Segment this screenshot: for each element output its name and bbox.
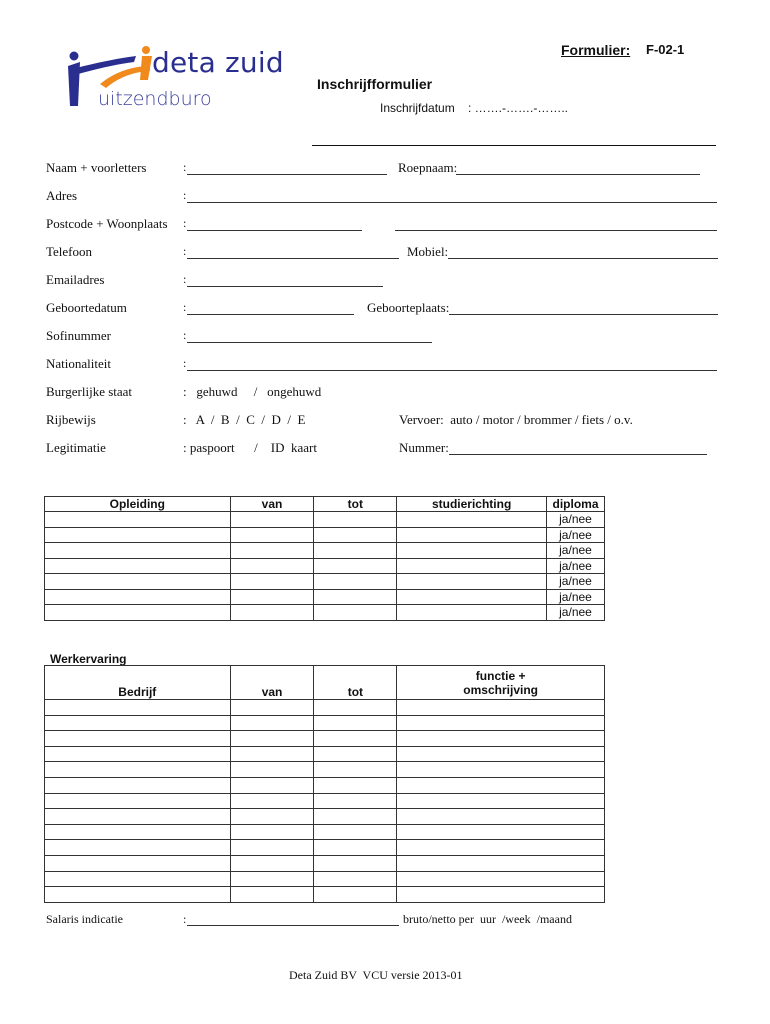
- werkervaring-cell[interactable]: [45, 746, 231, 762]
- logo-word-uitzendburo: uitzendburo: [98, 88, 212, 110]
- werkervaring-row: [45, 887, 605, 903]
- opleiding-cell[interactable]: [314, 605, 397, 621]
- werkervaring-cell[interactable]: [397, 793, 605, 809]
- werkervaring-cell[interactable]: [314, 700, 397, 716]
- opleiding-cell[interactable]: [314, 589, 397, 605]
- opleiding-cell[interactable]: [230, 605, 314, 621]
- werkervaring-cell[interactable]: [45, 871, 231, 887]
- opleiding-row: [45, 543, 605, 559]
- werkervaring-cell[interactable]: [397, 762, 605, 778]
- werkervaring-cell[interactable]: [397, 840, 605, 856]
- werkervaring-row: [45, 871, 605, 887]
- opleiding-cell[interactable]: [45, 512, 231, 528]
- werkervaring-cell[interactable]: [314, 762, 397, 778]
- werkervaring-cell[interactable]: [230, 824, 314, 840]
- werkervaring-cell[interactable]: [397, 715, 605, 731]
- opleiding-cell[interactable]: [397, 589, 547, 605]
- opleiding-table: [44, 496, 605, 621]
- werkervaring-cell[interactable]: [230, 855, 314, 871]
- opleiding-cell[interactable]: [314, 512, 397, 528]
- werkervaring-title: Werkervaring: [50, 652, 127, 666]
- email-colon: :: [183, 272, 187, 286]
- werkervaring-cell[interactable]: [314, 824, 397, 840]
- werkervaring-cell[interactable]: [397, 855, 605, 871]
- form-label: Formulier:: [561, 42, 631, 58]
- naam-colon: :: [183, 160, 187, 174]
- werkervaring-cell[interactable]: [230, 762, 314, 778]
- werkervaring-cell[interactable]: [314, 887, 397, 903]
- werkervaring-cell[interactable]: [45, 855, 231, 871]
- werkervaring-row: [45, 715, 605, 731]
- opleiding-header: Opleiding: [45, 497, 231, 512]
- werkervaring-cell[interactable]: [314, 746, 397, 762]
- geboortedatum-colon: :: [183, 300, 187, 314]
- werkervaring-cell[interactable]: [230, 871, 314, 887]
- diploma-cell[interactable]: ja/nee: [547, 543, 605, 559]
- opleiding-row: [45, 558, 605, 574]
- werkervaring-cell[interactable]: [45, 777, 231, 793]
- salaris-colon: :: [183, 912, 187, 926]
- werkervaring-cell[interactable]: [45, 715, 231, 731]
- geboorteplaats-label: Geboorteplaats:: [367, 300, 450, 315]
- werkervaring-cell[interactable]: [314, 871, 397, 887]
- nationaliteit-label: Nationaliteit: [46, 356, 111, 371]
- opleiding-cell[interactable]: [45, 558, 231, 574]
- werkervaring-cell[interactable]: [314, 809, 397, 825]
- werkervaring-cell[interactable]: [314, 840, 397, 856]
- telefoon-input[interactable]: [187, 258, 399, 259]
- roepnaam-label: Roepnaam:: [398, 160, 458, 175]
- opleiding-cell[interactable]: [397, 543, 547, 559]
- werkervaring-cell[interactable]: [397, 777, 605, 793]
- mobiel-label: Mobiel:: [407, 244, 449, 259]
- werkervaring-cell[interactable]: [397, 700, 605, 716]
- roepnaam-input[interactable]: [456, 174, 700, 175]
- salaris-suffix[interactable]: bruto/netto per uur /week /maand: [403, 912, 572, 926]
- werkervaring-cell[interactable]: [45, 762, 231, 778]
- sofinummer-label: Sofinummer: [46, 328, 111, 343]
- opleiding-row: [45, 574, 605, 590]
- salaris-input[interactable]: [187, 925, 399, 926]
- werkervaring-cell[interactable]: [230, 731, 314, 747]
- opleiding-cell[interactable]: [45, 574, 231, 590]
- nationaliteit-colon: :: [183, 356, 187, 370]
- opleiding-cell[interactable]: [314, 527, 397, 543]
- werkervaring-cell[interactable]: [314, 715, 397, 731]
- telefoon-label: Telefoon: [46, 244, 93, 259]
- diploma-cell[interactable]: ja/nee: [547, 558, 605, 574]
- werkervaring-cell[interactable]: [45, 840, 231, 856]
- naam-input[interactable]: [187, 174, 387, 175]
- werkervaring-cell[interactable]: [230, 746, 314, 762]
- opleiding-cell[interactable]: [230, 574, 314, 590]
- opleiding-cell[interactable]: [397, 558, 547, 574]
- werkervaring-cell[interactable]: [45, 700, 231, 716]
- opleiding-cell[interactable]: [314, 543, 397, 559]
- werkervaring-cell[interactable]: [314, 793, 397, 809]
- sofinummer-input[interactable]: [187, 342, 432, 343]
- van-header: van: [230, 497, 314, 512]
- werkervaring-table: [44, 665, 605, 903]
- footer-text: Deta Zuid BV VCU versie 2013-01: [289, 968, 463, 982]
- werkervaring-row: [45, 700, 605, 716]
- opleiding-cell[interactable]: [397, 605, 547, 621]
- salaris-label: Salaris indicatie: [46, 912, 123, 926]
- mobiel-input[interactable]: [448, 258, 718, 259]
- adres-label: Adres: [46, 188, 78, 203]
- naam-label: Naam + voorletters: [46, 160, 147, 175]
- diploma-cell[interactable]: ja/nee: [547, 512, 605, 528]
- burgerlijke-staat-label: Burgerlijke staat: [46, 384, 133, 399]
- werkervaring-cell[interactable]: [45, 824, 231, 840]
- postcode-label: Postcode + Woonplaats: [46, 216, 168, 231]
- werkervaring-cell[interactable]: [230, 715, 314, 731]
- opleiding-header-row: [45, 497, 605, 512]
- werkervaring-cell[interactable]: [230, 700, 314, 716]
- opleiding-row: [45, 527, 605, 543]
- werkervaring-cell[interactable]: [230, 793, 314, 809]
- opleiding-cell[interactable]: [45, 527, 231, 543]
- werkervaring-row: [45, 809, 605, 825]
- werkervaring-row: [45, 731, 605, 747]
- werkervaring-row: [45, 777, 605, 793]
- diploma-cell[interactable]: ja/nee: [547, 527, 605, 543]
- werkervaring-cell[interactable]: [45, 809, 231, 825]
- opleiding-cell[interactable]: [397, 527, 547, 543]
- opleiding-cell[interactable]: [314, 558, 397, 574]
- geboortedatum-label: Geboortedatum: [46, 300, 127, 315]
- opleiding-cell[interactable]: [230, 589, 314, 605]
- werkervaring-cell[interactable]: [314, 777, 397, 793]
- opleiding-cell[interactable]: [230, 543, 314, 559]
- postcode-input[interactable]: [187, 230, 362, 231]
- adres-colon: :: [183, 188, 187, 202]
- geboortedatum-input[interactable]: [187, 314, 354, 315]
- opleiding-cell[interactable]: [230, 512, 314, 528]
- opleiding-cell[interactable]: [45, 543, 231, 559]
- werkervaring-cell[interactable]: [230, 887, 314, 903]
- werkervaring-cell[interactable]: [397, 809, 605, 825]
- opleiding-row: [45, 589, 605, 605]
- werkervaring-cell[interactable]: [230, 777, 314, 793]
- werk-tot-header: tot: [314, 666, 397, 700]
- adres-input[interactable]: [187, 202, 717, 203]
- postcode-colon: :: [183, 216, 187, 230]
- werkervaring-row: [45, 762, 605, 778]
- opleiding-cell[interactable]: [314, 574, 397, 590]
- werkervaring-cell[interactable]: [397, 887, 605, 903]
- opleiding-cell[interactable]: [397, 512, 547, 528]
- werkervaring-row: [45, 855, 605, 871]
- vervoer-options[interactable]: Vervoer: auto / motor / brommer / fiets / o.v.: [399, 412, 633, 427]
- werkervaring-cell[interactable]: [45, 887, 231, 903]
- werkervaring-cell[interactable]: [397, 746, 605, 762]
- telefoon-colon: :: [183, 244, 187, 258]
- opleiding-row: [45, 605, 605, 621]
- werkervaring-cell[interactable]: [45, 793, 231, 809]
- geboorteplaats-input[interactable]: [449, 314, 718, 315]
- form-code: F-02-1: [646, 42, 685, 57]
- werk-van-header: van: [230, 666, 314, 700]
- werkervaring-cell[interactable]: [230, 809, 314, 825]
- rijbewijs-label: Rijbewijs: [46, 412, 96, 427]
- legitimatie-label: Legitimatie: [46, 440, 106, 455]
- werkervaring-row: [45, 824, 605, 840]
- werkervaring-cell[interactable]: [397, 871, 605, 887]
- werkervaring-row: [45, 840, 605, 856]
- woonplaats-input[interactable]: [395, 230, 717, 231]
- company-logo: [60, 44, 310, 116]
- studierichting-header: studierichting: [397, 497, 547, 512]
- bedrijf-header: Bedrijf: [45, 666, 231, 700]
- werkervaring-cell[interactable]: [230, 840, 314, 856]
- werkervaring-cell[interactable]: [314, 731, 397, 747]
- nummer-label: Nummer:: [399, 440, 449, 455]
- werkervaring-cell[interactable]: [397, 824, 605, 840]
- rijbewijs-options[interactable]: : A / B / C / D / E: [183, 412, 306, 427]
- inschrijfdatum-label: Inschrijfdatum: [380, 101, 455, 115]
- opleiding-cell[interactable]: [45, 605, 231, 621]
- inschrijfdatum-value[interactable]: : …….-…….-……..: [468, 101, 568, 115]
- email-input[interactable]: [187, 286, 383, 287]
- header-divider: [312, 145, 716, 146]
- werkervaring-cell[interactable]: [397, 731, 605, 747]
- opleiding-cell[interactable]: [230, 527, 314, 543]
- werkervaring-header-row: [45, 666, 605, 700]
- werkervaring-row: [45, 793, 605, 809]
- sofinummer-colon: :: [183, 328, 187, 342]
- functie-header: functie + omschrijving: [397, 666, 605, 700]
- werkervaring-cell[interactable]: [45, 731, 231, 747]
- diploma-cell[interactable]: ja/nee: [547, 605, 605, 621]
- opleiding-cell[interactable]: [45, 589, 231, 605]
- diploma-cell[interactable]: ja/nee: [547, 589, 605, 605]
- werkervaring-cell[interactable]: [314, 855, 397, 871]
- opleiding-row: [45, 512, 605, 528]
- logo-word-deta-zuid: deta zuid: [152, 46, 284, 79]
- opleiding-cell[interactable]: [397, 574, 547, 590]
- opleiding-cell[interactable]: [230, 558, 314, 574]
- burgerlijke-staat-options[interactable]: : gehuwd / ongehuwd: [183, 384, 322, 399]
- email-label: Emailadres: [46, 272, 105, 287]
- tot-header: tot: [314, 497, 397, 512]
- diploma-header: diploma: [547, 497, 605, 512]
- page-title: Inschrijfformulier: [317, 76, 433, 92]
- diploma-cell[interactable]: ja/nee: [547, 574, 605, 590]
- legitimatie-options[interactable]: : paspoort / ID kaart: [183, 440, 317, 455]
- nummer-input[interactable]: [449, 454, 707, 455]
- werkervaring-row: [45, 746, 605, 762]
- nationaliteit-input[interactable]: [187, 370, 717, 371]
